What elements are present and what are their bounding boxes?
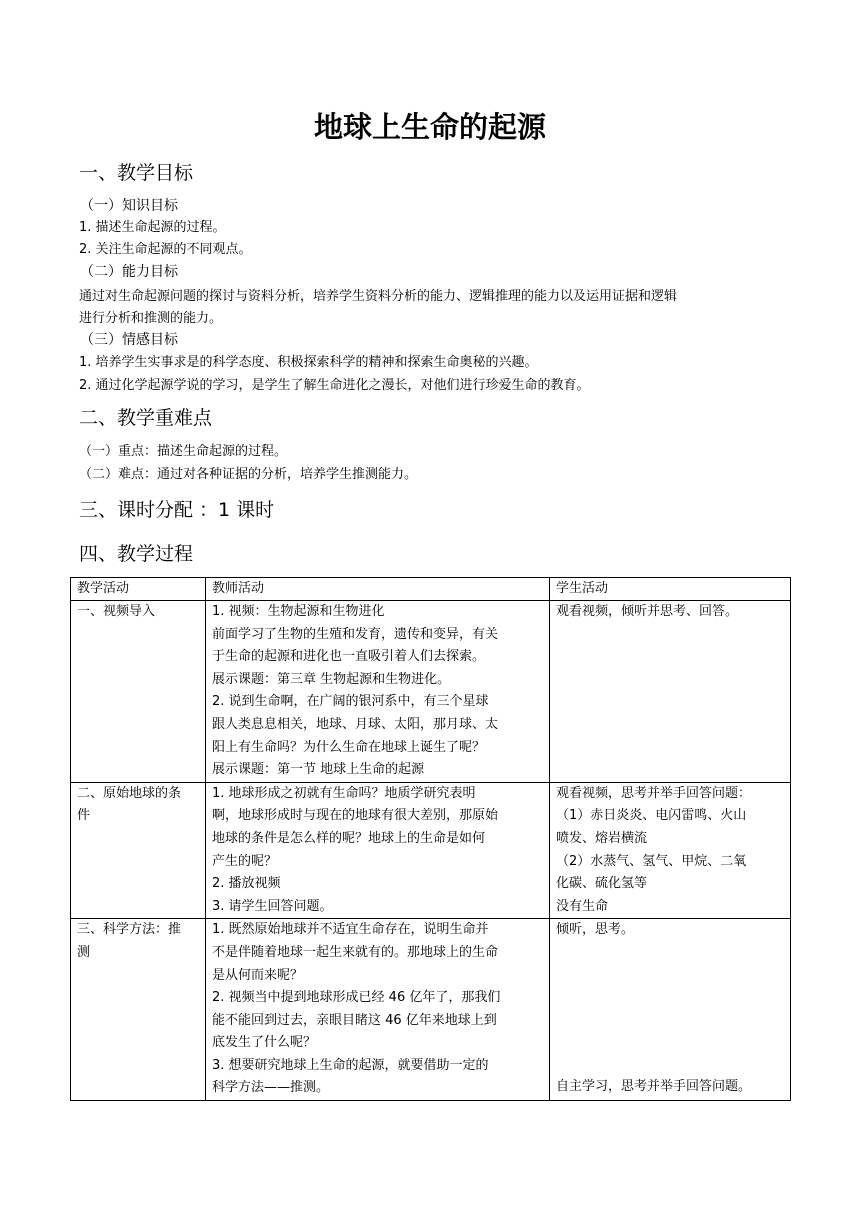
cell-line: 底发生了什么呢？ <box>212 1035 317 1051</box>
student-cell <box>550 601 791 783</box>
cell-line: 跟人类息息相关，地球、月球、太阳，那月球、太 <box>212 716 499 732</box>
cell-line: 三、科学方法：推 <box>77 922 182 938</box>
cell-line: 阳上有生命吗？为什么生命在地球上诞生了呢？ <box>212 739 486 755</box>
key-point-focus: （一）重点：描述生命起源的过程。 <box>79 444 288 459</box>
cell-line: 自主学习，思考并举手回答问题。 <box>556 1079 752 1095</box>
activity-cell <box>71 601 206 783</box>
cell-line: 于生命的起源和进化也一直吸引着人们去探索。 <box>212 649 486 665</box>
cell-line: 一、视频导入 <box>77 604 156 619</box>
table-row <box>71 601 791 783</box>
knowledge-item: 2. 关注生命起源的不同观点。 <box>79 242 252 257</box>
section-heading-objectives: 一、教学目标 <box>79 162 194 184</box>
cell-line: 测 <box>77 944 91 960</box>
student-cell <box>550 782 791 919</box>
cell-line: 观看视频，倾听并思考、回答。 <box>556 604 739 619</box>
cell-line: 没有生命 <box>556 898 609 914</box>
table-row <box>71 782 791 919</box>
knowledge-item: 1. 描述生命起源的过程。 <box>79 220 226 235</box>
column-header: 教学活动 <box>71 578 206 601</box>
cell-line: 1. 地球形成之初就有生命吗？地质学研究表明 <box>212 785 476 801</box>
cell-line: 观看视频，思考并举手回答问题： <box>556 785 752 801</box>
cell-line: 是从何而来呢？ <box>212 967 304 983</box>
cell-line: 件 <box>77 808 91 824</box>
cell-line: 能不能回到过去，亲眼目睹这 46 亿年来地球上到 <box>212 1012 497 1028</box>
cell-line: 化碳、硫化氢等 <box>556 876 648 892</box>
key-point-difficulty: （二）难点：通过对各种证据的分析，培养学生推测能力。 <box>79 467 418 482</box>
ability-text-line: 进行分析和推测的能力。 <box>79 311 223 326</box>
column-header: 学生活动 <box>550 578 791 601</box>
column-header: 教师活动 <box>206 578 550 601</box>
cell-line: （2）水蒸气、氢气、甲烷、二氧 <box>556 853 747 869</box>
cell-line: 喷发、熔岩横流 <box>556 830 648 846</box>
cell-line: 二、原始地球的条 <box>77 785 182 801</box>
table-row <box>71 919 791 1101</box>
document-title: 地球上生命的起源 <box>313 110 546 144</box>
cell-line: 2. 视频当中提到地球形成已经 46 亿年了，那我们 <box>212 990 501 1006</box>
section-heading-process: 四、教学过程 <box>79 543 194 565</box>
cell-line: 产生的呢？ <box>212 853 278 869</box>
cell-line: 不是伴随着地球一起生来就有的。那地球上的生命 <box>212 944 499 960</box>
ability-text-line: 通过对生命起源问题的探讨与资料分析，培养学生资料分析的能力、逻辑推理的能力以及运用证据和逻辑 <box>79 289 678 304</box>
section-heading-schedule: 三、课时分配 ：1 课时 <box>79 499 275 521</box>
cell-line: 展示课题：第一节 地球上生命的起源 <box>212 762 425 778</box>
cell-line: 啊，地球形成时与现在的地球有很大差别，那原始 <box>212 808 499 824</box>
cell-line: （1）赤日炎炎、电闪雷鸣、火山 <box>556 808 747 824</box>
section-heading-key-points: 二、教学重难点 <box>79 407 213 429</box>
cell-line: 2. 播放视频 <box>212 876 281 892</box>
cell-line: 2. 说到生命啊，在广阔的银河系中，有三个星球 <box>212 694 489 710</box>
cell-line: 展示课题：第三章 生物起源和生物进化。 <box>212 671 451 687</box>
cell-line: 1. 视频：生物起源和生物进化 <box>212 604 385 619</box>
teacher-cell <box>206 782 550 919</box>
cell-line: 倾听，思考。 <box>556 922 635 938</box>
cell-line: 科学方法——推测。 <box>212 1080 330 1096</box>
emotion-item: 1. 培养学生实事求是的科学态度、积极探索科学的精神和探索生命奥秘的兴趣。 <box>79 355 538 370</box>
subheading-emotion: （三）情感目标 <box>80 332 178 348</box>
table-header-row <box>71 578 791 601</box>
activity-cell <box>71 782 206 919</box>
cell-line: 3. 想要研究地球上生命的起源，就要借助一定的 <box>212 1057 489 1073</box>
cell-line: 1. 既然原始地球并不适宜生命存在，说明生命并 <box>212 922 489 938</box>
cell-line: 3. 请学生回答问题。 <box>212 898 333 914</box>
cell-line: 地球的条件是怎么样的呢？地球上的生命是如何 <box>212 830 486 846</box>
teaching-process-table <box>70 577 791 1101</box>
teacher-cell <box>206 919 550 1101</box>
emotion-item: 2. 通过化学起源学说的学习，是学生了解生命进化之漫长，对他们进行珍爱生命的教育。 <box>79 378 590 393</box>
cell-line: 前面学习了生物的生殖和发育，遗传和变异，有关 <box>212 626 499 642</box>
subheading-ability: （二）能力目标 <box>80 264 178 280</box>
activity-cell <box>71 919 206 1101</box>
student-cell <box>550 919 791 1101</box>
subheading-knowledge: （一）知识目标 <box>80 198 178 214</box>
teacher-cell <box>206 601 550 783</box>
